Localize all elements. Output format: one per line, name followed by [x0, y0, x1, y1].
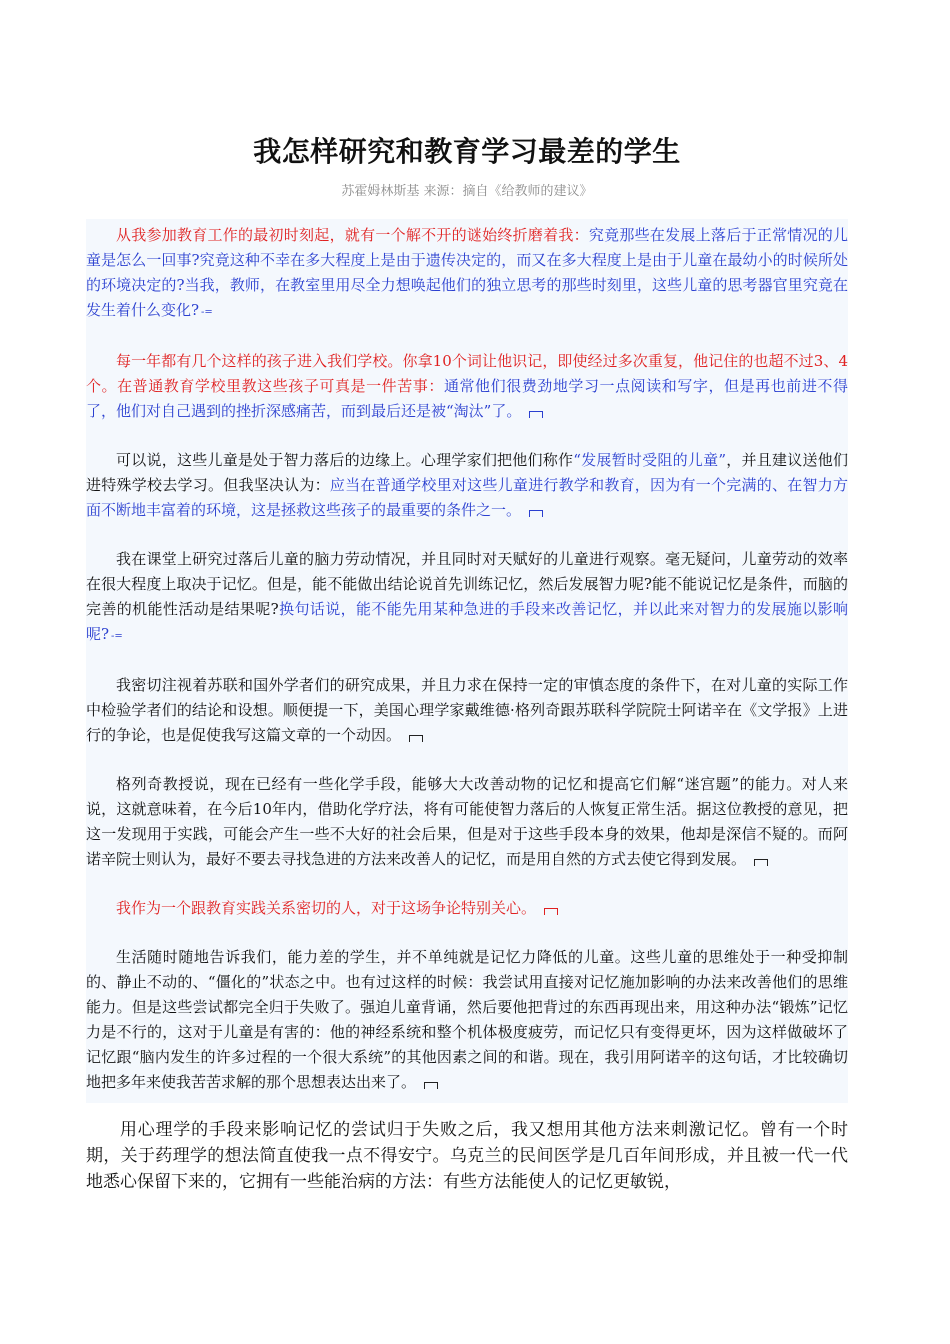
paragraph-7 [86, 896, 848, 921]
paragraph-4-blue: 换句话说，能不能先用某种急进的手段来改善记忆，并以此来对智力的发展施以影响呢? [86, 600, 848, 643]
paragraph-3-blue-1: “发展暂时受阻的儿童” [573, 451, 727, 469]
paragraph-5 [86, 673, 848, 748]
paragraph-2-red: 每一年都有几个这样的孩子进入我们学校。你拿10个词让他识记，即使经过多次重复，他记住的也超不过3、4个。在普通教育学校里教这些孩子可真是一件苦事： [86, 352, 848, 395]
document-page [86, 130, 848, 1195]
paragraph-1-blue: 究竟那些在发展上落后于正常情况的儿童是怎么一回事?究竟这种不幸在多大程度上是由于遗传决定的，而又在多大程度上是由于儿童在最幼小的时候所处的环境决定的?当我，教师，在教室里用尽全力想唤起他们的独立思考的那些时刻里，这些儿童的思考器官里究竟在发生着什么变化? [86, 226, 848, 319]
paragraph-2 [86, 349, 848, 424]
paragraph-1-red: 从我参加教育工作的最初时刻起，就有一个解不开的谜始终折磨着我： [116, 226, 589, 244]
highlighted-body [86, 219, 848, 1103]
paragraph-7-text: 我作为一个跟教育实践关系密切的人，对于这场争论特别关心。 [116, 899, 537, 917]
page-title: 我怎样研究和教育学习最差的学生 [253, 135, 681, 168]
paragraph-mark-icon [409, 735, 423, 742]
paragraph-1 [86, 223, 848, 325]
paragraph-3 [86, 448, 848, 523]
paragraph-mark-icon [544, 908, 558, 915]
paragraph-gap [86, 921, 848, 945]
paragraph-gap [86, 748, 848, 772]
paragraph-8-text: 生活随时随地告诉我们，能力差的学生，并不单纯就是记忆力降低的儿童。这些儿童的思维处于一种受抑制的、静止不动的、“僵化的”状态之中。也有过这样的时候：我尝试用直接对记忆施加影响的办法来改善他们的思维能力。但是这些尝试都完全归于失败了。强迫儿童背诵，然后要他把背过的东西再现出来，用这种办法“锻炼”记忆力是不行的，这对于儿童是有害的：他的神经系统和整个机体极度疲劳，而记忆只有变得更坏，因为这样做破坏了记忆跟“脑内发生的许多过程的一个很大系统”的其他因素之间的和谐。现在，我引用阿诺辛的这句话，才比较确切地把多年来使我苦苦求解的那个思想表达出来了。 [86, 948, 848, 1091]
paragraph-5-text: 我密切注视着苏联和国外学者们的研究成果，并且力求在保持一定的审慎态度的条件下，在对儿童的实际工作中检验学者们的结论和设想。顺便提一下，美国心理学家戴维德·格列奇跟苏联科学院院士阿诺辛在《文学报》上进行的争论，也是促使我写这篇文章的一个动因。 [86, 676, 848, 744]
paragraph-3-blue-2: 应当在普通学校里对这些儿童进行教学和教育，因为有一个完满的、在智力方面不断地丰富着的环境，这是拯救这些孩子的最重要的条件之一。 [86, 476, 848, 519]
paragraph-mark-icon [424, 1082, 438, 1089]
paragraph-6 [86, 772, 848, 872]
paragraph-gap [86, 872, 848, 896]
paragraph-9: 用心理学的手段来影响记忆的尝试归于失败之后，我又想用其他方法来刺激记忆。曾有一个时期，关于药理学的想法简直使我一点不得安宁。乌克兰的民间医学是几百年间形成，并且被一代一代地悉心保留下来的，它拥有一些能治病的方法：有些方法能使人的记忆更敏锐， [86, 1120, 848, 1192]
byline: 苏霍姆林斯基 来源：摘自《给教师的建议》 [341, 184, 593, 199]
paragraph-8 [86, 945, 848, 1095]
paragraph-mark-icon [529, 411, 543, 418]
paragraph-gap [86, 325, 848, 349]
paragraph-end-mark: -= [111, 631, 123, 642]
paragraph-gap [86, 523, 848, 547]
paragraph-3-dark: 可以说，这些儿童是处于智力落后的边缘上。心理学家们把他们称作 [116, 451, 574, 469]
paragraph-6-text: 格列奇教授说，现在已经有一些化学手段，能够大大改善动物的记忆和提高它们解“迷宫题”的能力。对人来说，这就意味着，在今后10年内，借助化学疗法，将有可能使智力落后的人恢复正常生活。据这位教授的意见，把这一发现用于实践，可能会产生一些不大好的社会后果，但是对于这些手段本身的效果，他却是深信不疑的。而阿诺辛院士则认为，最好不要去寻找急进的方法来改善人的记忆，而是用自然的方式去使它得到发展。 [86, 775, 848, 868]
paragraph-2-blue: 通常他们很费劲地学习一点阅读和写字，但是再也前进不得了，他们对自己遇到的挫折深感痛苦，而到最后还是被“淘汰”了。 [86, 377, 848, 420]
paragraph-mark-icon [754, 859, 768, 866]
paragraph-4 [86, 547, 848, 649]
paragraph-mark-icon [529, 510, 543, 517]
paragraph-gap [86, 424, 848, 448]
paragraph-gap [86, 649, 848, 673]
paragraph-4-dark: 我在课堂上研究过落后儿童的脑力劳动情况，并且同时对天赋好的儿童进行观察。毫无疑问，儿童劳动的效率在很大程度上取决于记忆。但是，能不能做出结论说首先训练记忆，然后发展智力呢?能不能说记忆是条件，而脑的完善的机能性活动是结果呢? [86, 550, 848, 618]
paragraph-end-mark: -= [201, 307, 213, 318]
paragraph-3-dark-2: ，并且建议送他们进特殊学校去学习。但我坚决认为： [86, 451, 848, 494]
